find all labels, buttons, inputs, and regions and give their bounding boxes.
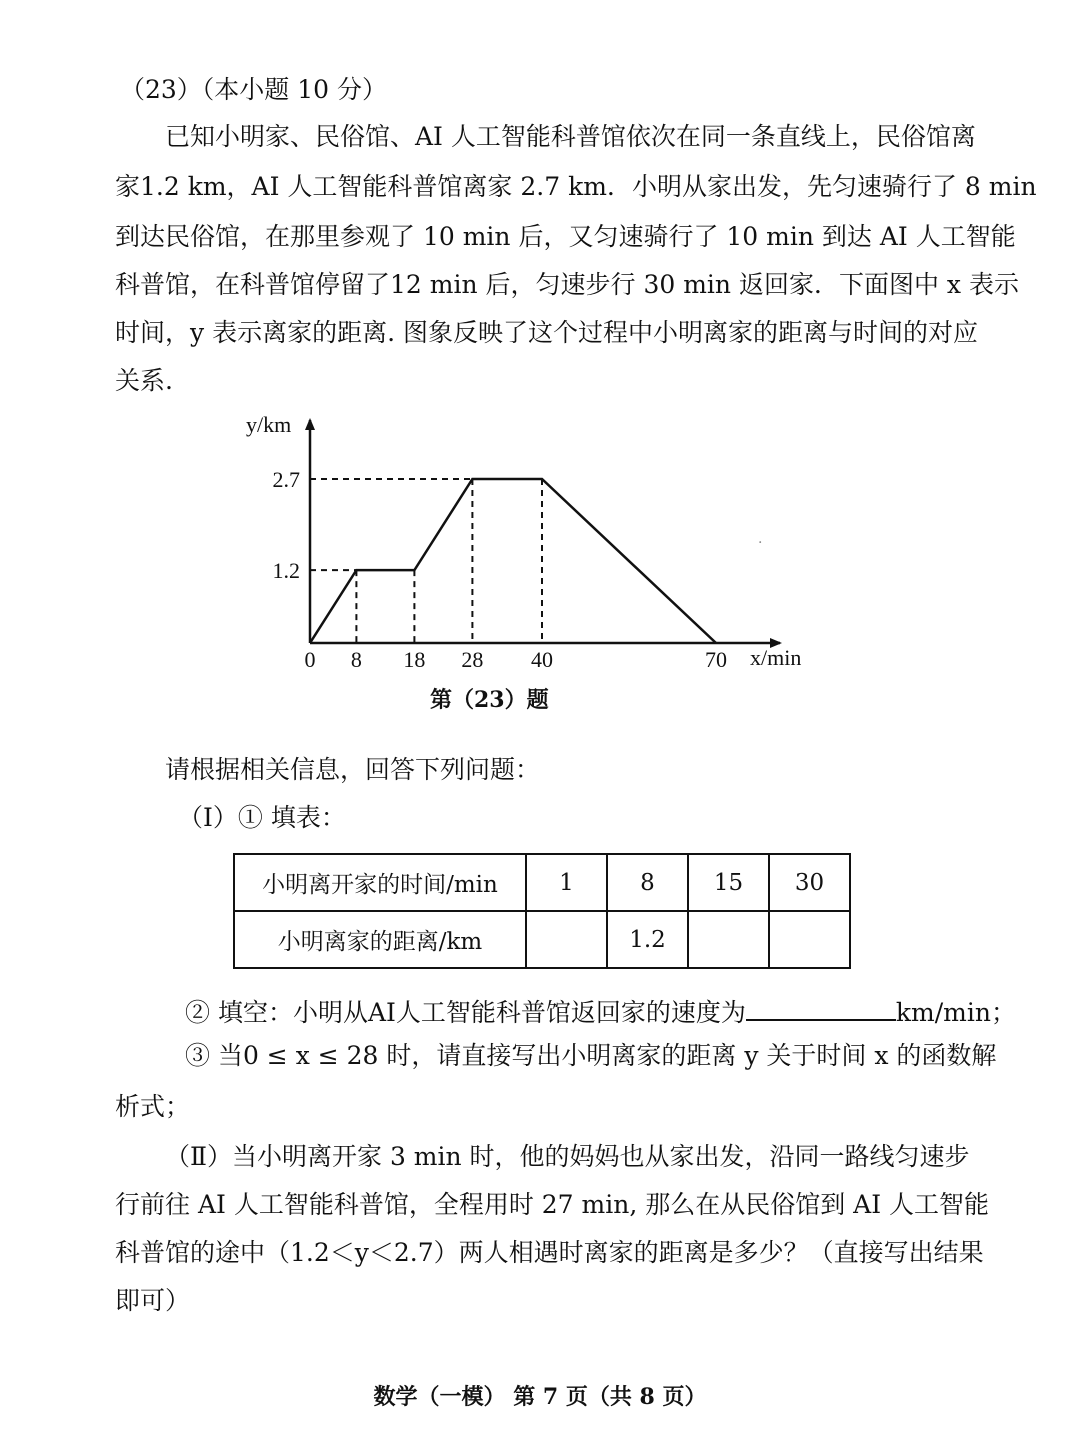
table-row-header: 小明离开家的时间/min <box>234 854 526 911</box>
part2-line-2: 行前往 AI 人工智能科普馆，全程用时 27 min, 那么在从民俗馆到 AI 人工智能 <box>115 1190 990 1219</box>
x-tick-label: 8 <box>350 647 362 672</box>
y-tick-label: 1.2 <box>272 558 300 584</box>
table-cell <box>526 911 607 968</box>
x-axis-label: x/min <box>750 645 802 670</box>
instructions: 请根据相关信息，回答下列问题： <box>165 755 541 784</box>
question-header: （23）（本小题 10 分） <box>120 75 388 104</box>
page-footer: 数学（一模） 第 7 页（共 8 页） <box>373 1384 707 1410</box>
distance-time-graph <box>220 405 840 680</box>
fill-suffix: km/min； <box>895 998 1016 1027</box>
table-cell <box>769 911 850 968</box>
chart-svg <box>220 405 840 680</box>
table-row <box>234 911 850 968</box>
table-cell: 8 <box>607 854 688 911</box>
y-axis-label: y/km <box>246 412 292 437</box>
table-row-header: 小明离家的距离/km <box>234 911 526 968</box>
x-tick-label: 70 <box>705 647 727 672</box>
part1-label: （Ⅰ）① 填表： <box>178 803 346 832</box>
q3-line-1: ③ 当0 ≤ x ≤ 28 时，请直接写出小明离家的距离 y 关于时间 x 的函数解 <box>185 1041 997 1070</box>
question-line-4: 科普馆，在科普馆停留了12 min 后，匀速步行 30 min 返回家．下面图中 x 表示 <box>115 270 1019 299</box>
x-tick-label: 28 <box>461 647 484 672</box>
stray-mark: · <box>758 535 763 551</box>
y-tick-label: 2.7 <box>272 467 300 492</box>
question-line-2: 家1.2 km，AI 人工智能科普馆离家 2.7 km．小明从家出发，先匀速骑行了 8 min <box>115 172 1037 201</box>
fill-question <box>185 993 1016 1028</box>
table-cell <box>688 911 769 968</box>
question-line-6: 关系. <box>115 366 173 395</box>
distance-series-line <box>310 479 716 643</box>
question-line-5: 时间，y 表示离家的距离. 图象反映了这个过程中小明离家的距离与时间的对应 <box>115 318 978 347</box>
part2-line-4: 即可） <box>115 1286 191 1315</box>
table-cell: 1 <box>526 854 607 911</box>
x-tick-label: 18 <box>403 647 426 672</box>
part2-line-3: 科普馆的途中（1.2＜y＜2.7）两人相遇时离家的距离是多少？（直接写出结果 <box>115 1238 984 1267</box>
x-tick-label: 40 <box>531 647 553 672</box>
table-cell: 30 <box>769 854 850 911</box>
fill-prefix: ② 填空：小明从AI人工智能科普馆返回家的速度为 <box>185 998 746 1027</box>
answer-table <box>233 853 851 969</box>
figure-caption: 第（23）题 <box>430 687 549 713</box>
question-line-1: 已知小明家、民俗馆、AI 人工智能科普馆依次在同一条直线上，民俗馆离 <box>165 122 976 151</box>
table-row <box>234 854 850 911</box>
x-tick-label: 0 <box>304 647 316 672</box>
table-cell: 15 <box>688 854 769 911</box>
table-cell: 1.2 <box>607 911 688 968</box>
q3-line-2: 析式； <box>115 1092 191 1121</box>
part2-line-1: （Ⅱ）当小明离开家 3 min 时，他的妈妈也从家出发，沿同一路线匀速步 <box>165 1142 970 1171</box>
answer-blank <box>746 993 896 1021</box>
question-line-3: 到达民俗馆，在那里参观了 10 min 后，又匀速骑行了 10 min 到达 AI 人工智能 <box>115 222 1016 251</box>
